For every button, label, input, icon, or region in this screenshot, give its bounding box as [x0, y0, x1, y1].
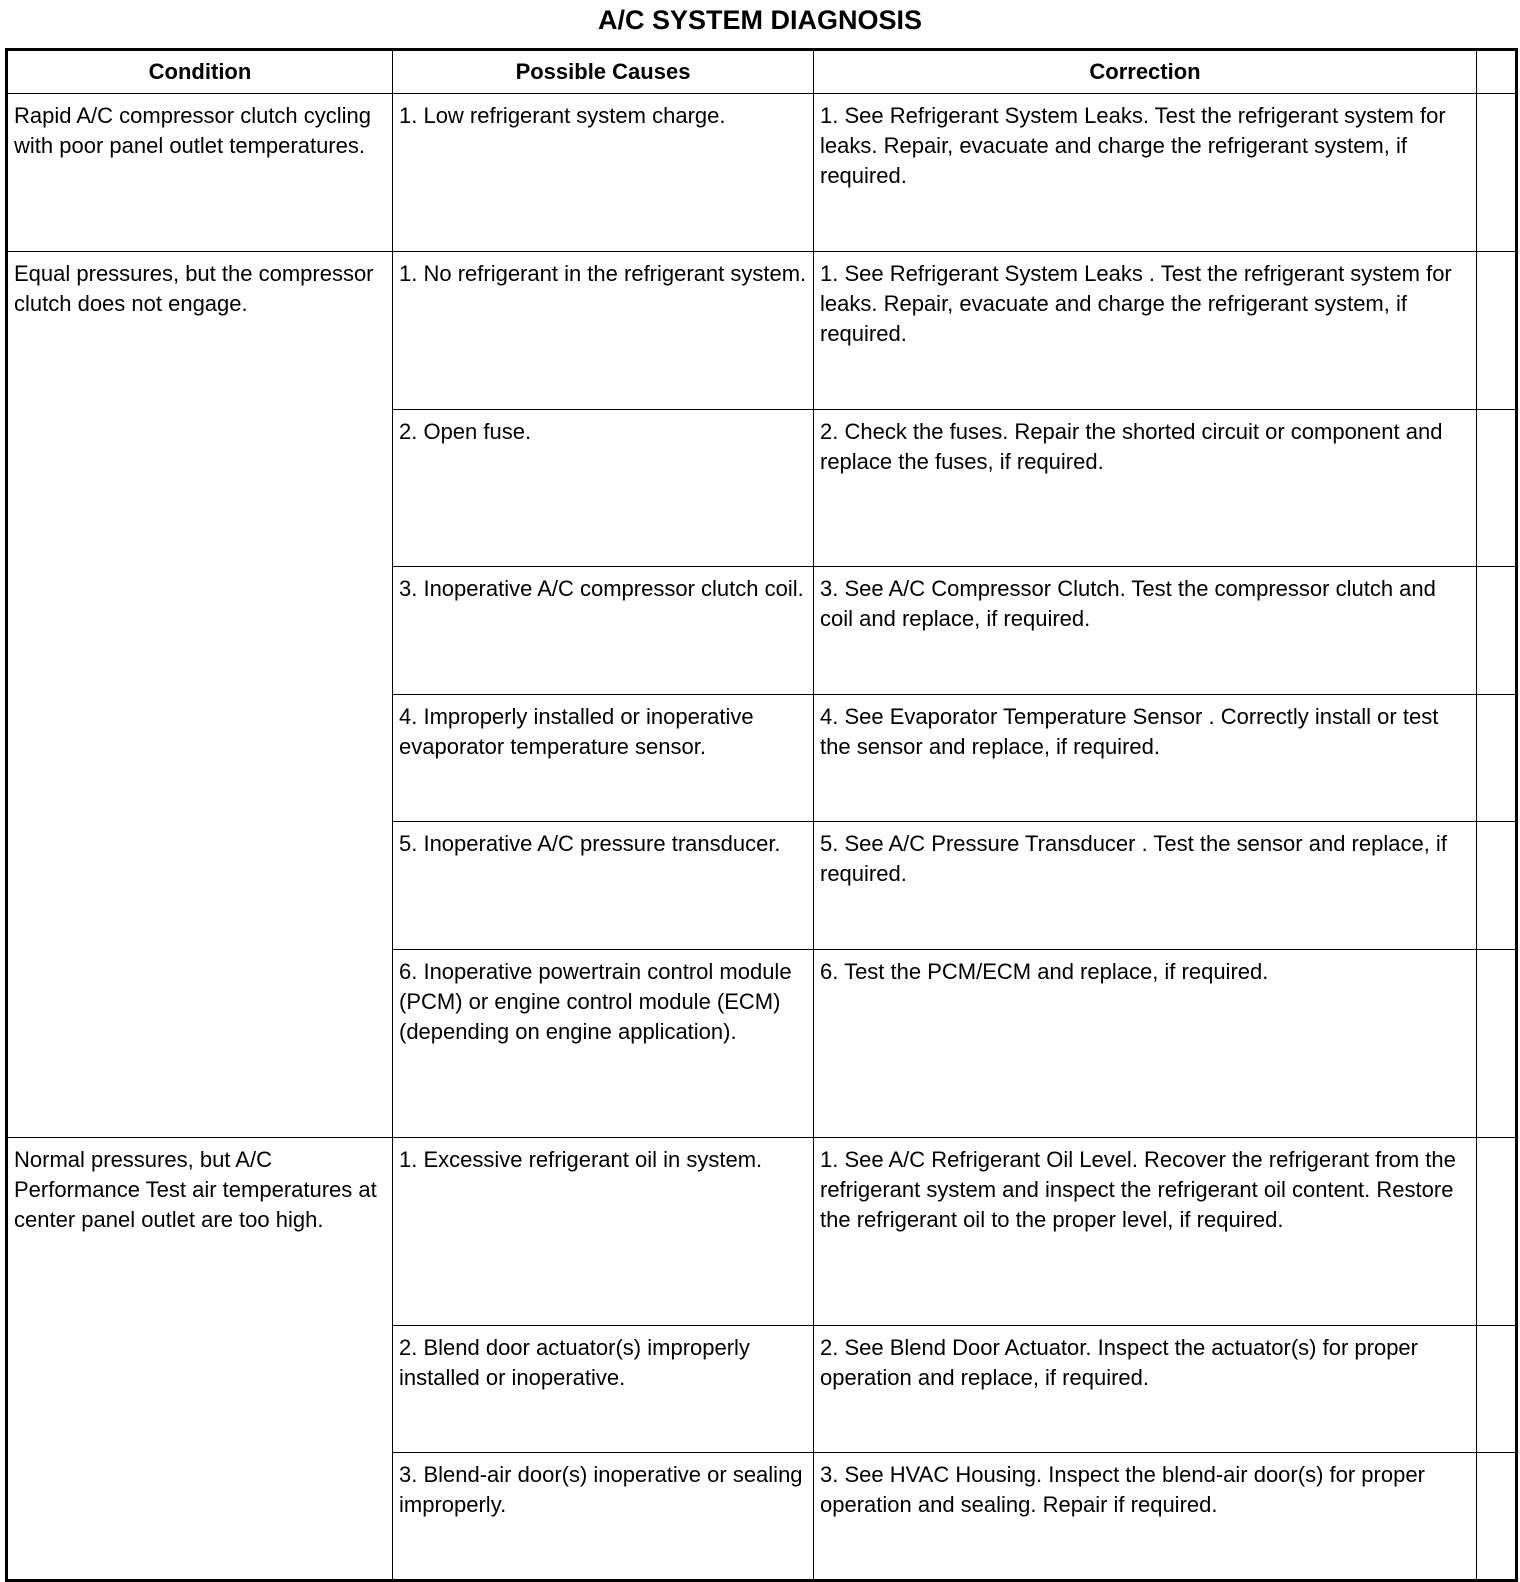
correction-cell	[814, 1137, 1477, 1325]
correction-text: 3. See HVAC Housing. Inspect the blend-air door(s) for proper operation and sealing. Repair if required.	[820, 1462, 1425, 1518]
table-row	[7, 94, 1517, 252]
blank-cell	[1477, 694, 1517, 821]
table-row	[7, 251, 1517, 409]
correction-cell	[814, 1326, 1477, 1453]
cause-cell	[393, 94, 814, 252]
correction-text: 5. See A/C Pressure Transducer . Test the sensor and replace, if required.	[820, 831, 1447, 887]
cause-cell	[393, 567, 814, 694]
correction-text: 4. See Evaporator Temperature Sensor . Correctly install or test the sensor and replace, if required.	[820, 703, 1439, 759]
correction-cell	[814, 694, 1477, 821]
page-title: A/C SYSTEM DIAGNOSIS	[597, 5, 923, 35]
correction-cell	[814, 949, 1477, 1137]
blank-cell	[1477, 822, 1517, 949]
correction-text: 3. See A/C Compressor Clutch. Test the compressor clutch and coil and replace, if required.	[820, 576, 1436, 632]
correction-cell	[814, 251, 1477, 409]
correction-cell	[814, 567, 1477, 694]
cause-cell	[393, 822, 814, 949]
cause-cell	[393, 1453, 814, 1581]
correction-text: 1. See Refrigerant System Leaks . Test the refrigerant system for leaks. Repair, evacuate and charge the refrigerant system, if required.	[820, 260, 1452, 346]
blank-cell	[1477, 1453, 1517, 1581]
cause-text: 6. Inoperative powertrain control module (PCM) or engine control module (ECM) (depending on engine application).	[399, 958, 792, 1044]
condition-cell	[7, 251, 393, 1137]
correction-text: 2. Check the fuses. Repair the shorted circuit or component and replace the fuses, if required.	[820, 418, 1443, 474]
diagnosis-table	[5, 48, 1518, 1582]
header-blank-column	[1477, 50, 1517, 94]
condition-text: Equal pressures, but the compressor clutch does not engage.	[14, 260, 374, 316]
condition-text: Normal pressures, but A/C Performance Test air temperatures at center panel outlet are too high.	[14, 1146, 377, 1232]
header-correction: Correction	[814, 50, 1477, 94]
cause-text: 1. Low refrigerant system charge.	[399, 103, 726, 128]
correction-cell	[814, 1453, 1477, 1581]
correction-cell	[814, 822, 1477, 949]
cause-text: 1. No refrigerant in the refrigerant system.	[399, 260, 807, 286]
condition-cell	[7, 94, 393, 252]
blank-cell	[1477, 567, 1517, 694]
condition-text: Rapid A/C compressor clutch cycling with poor panel outlet temperatures.	[14, 103, 372, 158]
condition-cell	[7, 1137, 393, 1580]
cause-cell	[393, 1137, 814, 1325]
cause-text: 2. Blend door actuator(s) improperly installed or inoperative.	[399, 1335, 750, 1391]
cause-cell	[393, 1326, 814, 1453]
cause-cell	[393, 409, 814, 567]
cause-text: 1. Excessive refrigerant oil in system.	[399, 1146, 763, 1172]
blank-cell	[1477, 949, 1517, 1137]
cause-text: 2. Open fuse.	[399, 418, 532, 444]
header-condition: Condition	[7, 50, 393, 94]
blank-cell	[1477, 94, 1517, 252]
cause-text: 3. Blend-air door(s) inoperative or sealing improperly.	[399, 1462, 803, 1518]
cause-text: 4. Improperly installed or inoperative evaporator temperature sensor.	[399, 703, 754, 759]
correction-cell	[814, 94, 1477, 252]
cause-cell	[393, 694, 814, 821]
cause-text: 3. Inoperative A/C compressor clutch coil.	[399, 576, 804, 602]
blank-cell	[1477, 409, 1517, 567]
blank-cell	[1477, 251, 1517, 409]
cause-cell	[393, 949, 814, 1137]
correction-text: 2. See Blend Door Actuator. Inspect the actuator(s) for proper operation and replace, if required.	[820, 1335, 1418, 1391]
header-row	[7, 50, 1517, 94]
header-possible-causes: Possible Causes	[393, 50, 814, 94]
correction-text: 1. See Refrigerant System Leaks. Test the refrigerant system for leaks. Repair, evacuate and charge the refrigerant system, if required.	[820, 103, 1446, 188]
correction-cell	[814, 409, 1477, 567]
cause-text: 5. Inoperative A/C pressure transducer.	[399, 831, 781, 857]
correction-text: 6. Test the PCM/ECM and replace, if required.	[820, 958, 1269, 984]
blank-cell	[1477, 1326, 1517, 1453]
correction-text: 1. See A/C Refrigerant Oil Level. Recover the refrigerant from the refrigerant system and inspect the refrigerant oil content. Restore the refrigerant oil to the proper level, if required.	[820, 1146, 1456, 1232]
blank-cell	[1477, 1137, 1517, 1325]
table-row	[7, 1137, 1517, 1325]
cause-cell	[393, 251, 814, 409]
